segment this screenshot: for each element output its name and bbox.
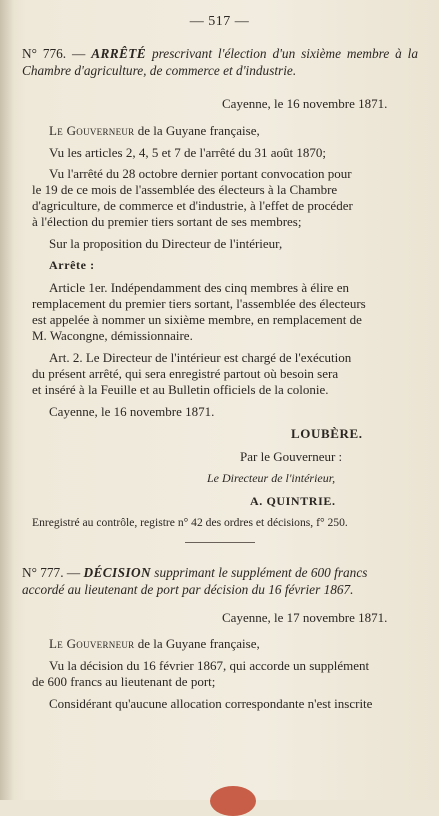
section-776-vu-2-line-3: d'agriculture, de commerce et d'industrie, à l'effet de procéder bbox=[32, 198, 353, 213]
section-776-signer: LOUBÈRE. bbox=[291, 426, 363, 441]
gouverneur-label: Le Gouverneur bbox=[49, 123, 135, 138]
section-776-article-1-line-4: M. Wacongne, démissionnaire. bbox=[32, 328, 193, 343]
section-776-directeur: Le Directeur de l'intérieur, bbox=[207, 471, 336, 485]
section-776-title bbox=[22, 45, 418, 79]
section-776-par-le-gouverneur: Par le Gouverneur : bbox=[240, 449, 343, 464]
gouverneur-rest: de la Guyane française, bbox=[134, 123, 260, 138]
section-777-title-line-1: supprimant le supplément de 600 francs bbox=[150, 565, 368, 580]
section-776-closing-date: Cayenne, le 16 novembre 1871. bbox=[49, 404, 215, 419]
section-776-vu-1: Vu les articles 2, 4, 5 et 7 de l'arrêté du 31 août 1870; bbox=[49, 145, 327, 160]
section-776-article-1-line-3: est appelée à nommer un sixième membre, en remplacement de bbox=[32, 312, 362, 327]
section-777-title-line-2: accordé au lieutenant de port par décision du 16 février 1867. bbox=[22, 582, 354, 597]
section-776-vu-2-line-2: le 19 de ce mois de l'assemblée des électeurs à la Chambre bbox=[32, 182, 338, 197]
section-divider bbox=[185, 542, 255, 543]
section-776-article-1-line-2: remplacement du premier tiers sortant, l'assemblée des électeurs bbox=[32, 296, 366, 311]
section-776-arrete-label: Arrête : bbox=[49, 258, 95, 272]
title-dash: — bbox=[66, 46, 92, 61]
section-776-registration: Enregistré au contrôle, registre n° 42 des ordres et décisions, f° 250. bbox=[32, 516, 348, 529]
red-seal-stamp bbox=[210, 786, 256, 816]
title-dash: — bbox=[63, 565, 84, 580]
section-777-gouverneur bbox=[49, 636, 260, 652]
section-777-number: N° 777. bbox=[22, 565, 64, 580]
section-776-number: N° 776. bbox=[22, 46, 67, 61]
section-776-vu-2-line-1: Vu l'arrêté du 28 octobre dernier portant convocation pour bbox=[49, 166, 352, 181]
section-776-gouverneur bbox=[49, 123, 260, 139]
section-776-sur: Sur la proposition du Directeur de l'intérieur, bbox=[49, 236, 283, 251]
section-776-article-1-line-1: Article 1er. Indépendamment des cinq membres à élire en bbox=[49, 280, 349, 295]
section-777-considerant: Considérant qu'aucune allocation correspondante n'est inscrite bbox=[49, 696, 373, 711]
section-776-vu-2-line-4: à l'élection du premier tiers sortant de ses membres; bbox=[32, 214, 302, 229]
section-776-article-2-line-2: du présent arrêté, qui sera enregistré partout où besoin sera bbox=[32, 366, 339, 381]
gouverneur-rest: de la Guyane française, bbox=[134, 636, 260, 651]
section-776-date: Cayenne, le 16 novembre 1871. bbox=[222, 96, 388, 111]
section-777-date: Cayenne, le 17 novembre 1871. bbox=[222, 610, 388, 625]
section-776-title-text: prescrivant l'élection d'un sixième membre à la Chambre d'agriculture, de commerce et d'industrie. bbox=[22, 46, 419, 78]
section-777-vu-line-2: de 600 francs au lieutenant de port; bbox=[32, 674, 216, 689]
section-776-cosigner: A. QUINTRIE. bbox=[250, 494, 336, 508]
section-776-kind: ARRÊTÉ bbox=[91, 46, 147, 61]
gouverneur-label: Le Gouverneur bbox=[49, 636, 135, 651]
page-gutter-shadow bbox=[0, 0, 14, 800]
section-776-article-2-line-3: et inséré à la Feuille et au Bulletin officiels de la colonie. bbox=[32, 382, 329, 397]
section-777-kind: DÉCISION bbox=[83, 565, 151, 580]
section-776-article-2-line-1: Art. 2. Le Directeur de l'intérieur est chargé de l'exécution bbox=[49, 350, 352, 365]
section-777-title bbox=[22, 564, 418, 598]
section-777-vu-line-1: Vu la décision du 16 février 1867, qui accorde un supplément bbox=[49, 658, 370, 673]
page-number: — 517 — bbox=[189, 14, 250, 29]
